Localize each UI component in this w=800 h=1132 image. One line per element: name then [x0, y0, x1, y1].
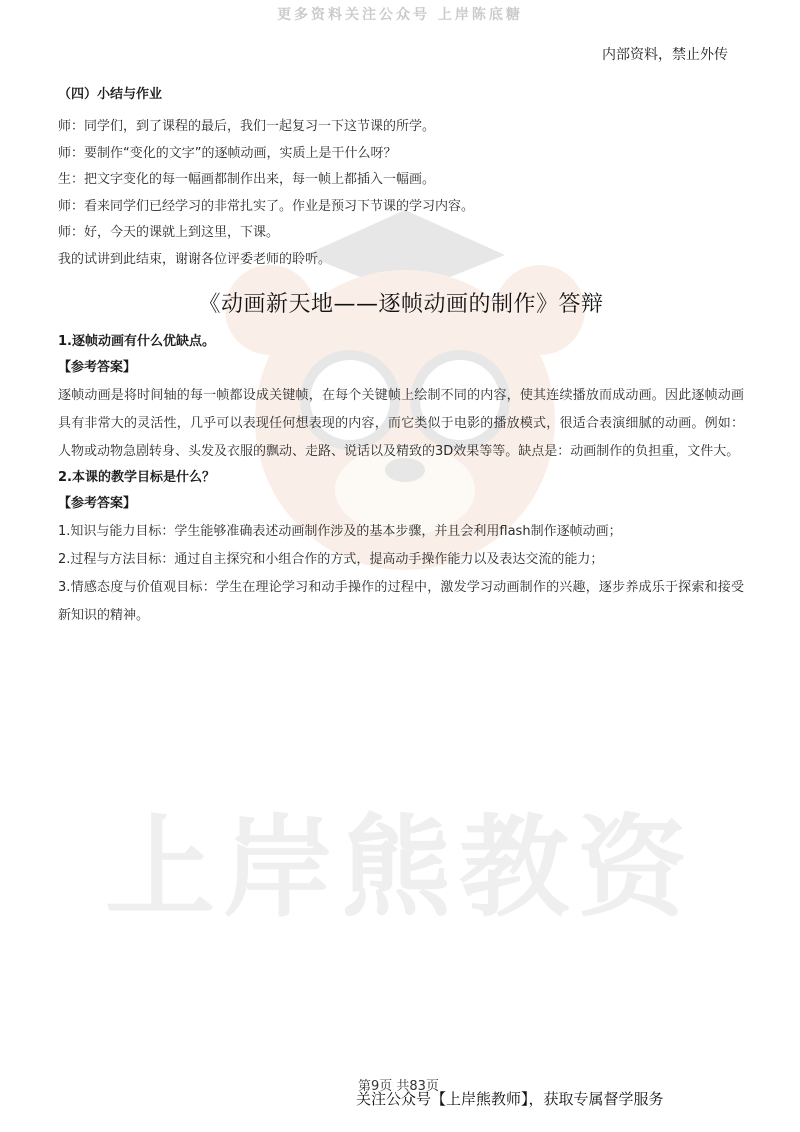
- internal-note: 内部资料，禁止外传: [602, 47, 728, 63]
- dialog-line: 师：看来同学们已经学习的非常扎实了。作业是预习下节课的学习内容。: [58, 198, 475, 214]
- answer-label: 【参考答案】: [58, 496, 137, 511]
- dialog-line: 师：好，今天的课就上到这里，下课。: [58, 225, 280, 240]
- answer-item: 3.情感态度与价值观目标：学生在理论学习和动手操作的过程中，激发学习动画制作的兴趣，逐步养成乐于探索和接受新知识的精神。: [58, 580, 744, 623]
- answer-2: [58, 518, 744, 630]
- top-banner: 更多资料关注公众号 上岸陈底糖: [277, 7, 523, 23]
- answer-item: 2.过程与方法目标：通过自主探究和小组合作的方式，提高动手操作能力以及表达交流的能力；: [58, 552, 604, 567]
- dialog-line: 师：要制作“变化的文字”的逐帧动画，实质上是干什么呀？: [58, 145, 397, 161]
- main-content: [58, 84, 744, 630]
- dialog-line: 师：同学们，到了课程的最后，我们一起复习一下这节课的所学。: [58, 119, 436, 134]
- dialog-block: [58, 114, 744, 273]
- section-heading: （四）小结与作业: [58, 87, 163, 102]
- dialog-line: 生：把文字变化的每一幅画都制作出来，每一帧上都插入一幅画。: [58, 172, 436, 187]
- answer-label: 【参考答案】: [58, 360, 137, 375]
- question-1: 1.逐帧动画有什么优缺点。: [58, 334, 215, 349]
- answer-item: 1.知识与能力目标：学生能够准确表述动画制作涉及的基本步骤，并且会利用flash制作逐帧动画；: [58, 524, 622, 539]
- page-number: 第9页 共83页: [358, 1079, 439, 1094]
- answer-1: [58, 382, 744, 466]
- footer-notice: 关注公众号【上岸熊教师】，获取专属督学服务: [356, 1090, 664, 1108]
- brand-watermark: 上岸熊教资: [105, 804, 695, 932]
- dialog-line: 我的试讲到此结束，谢谢各位评委老师的聆听。: [58, 251, 332, 267]
- defense-title: 《动画新天地——逐帧动画的制作》答辩: [198, 292, 604, 317]
- answer-text: 逐帧动画是将时间轴的每一帧都设成关键帧，在每个关键帧上绘制不同的内容，使其连续播放而成动画。因此逐帧动画具有非常大的灵活性，几乎可以表现任何想表现的内容，而它类似于电影的播放模式，很适合表演细腻的动画。例如：人物或动物急剧转身、头发及衣服的飘动、走路、说话以及精致的3D效果等等。缺点是：动画制作的负担重，文件大。: [58, 388, 744, 459]
- question-2: 2.本课的教学目标是什么？: [58, 470, 215, 485]
